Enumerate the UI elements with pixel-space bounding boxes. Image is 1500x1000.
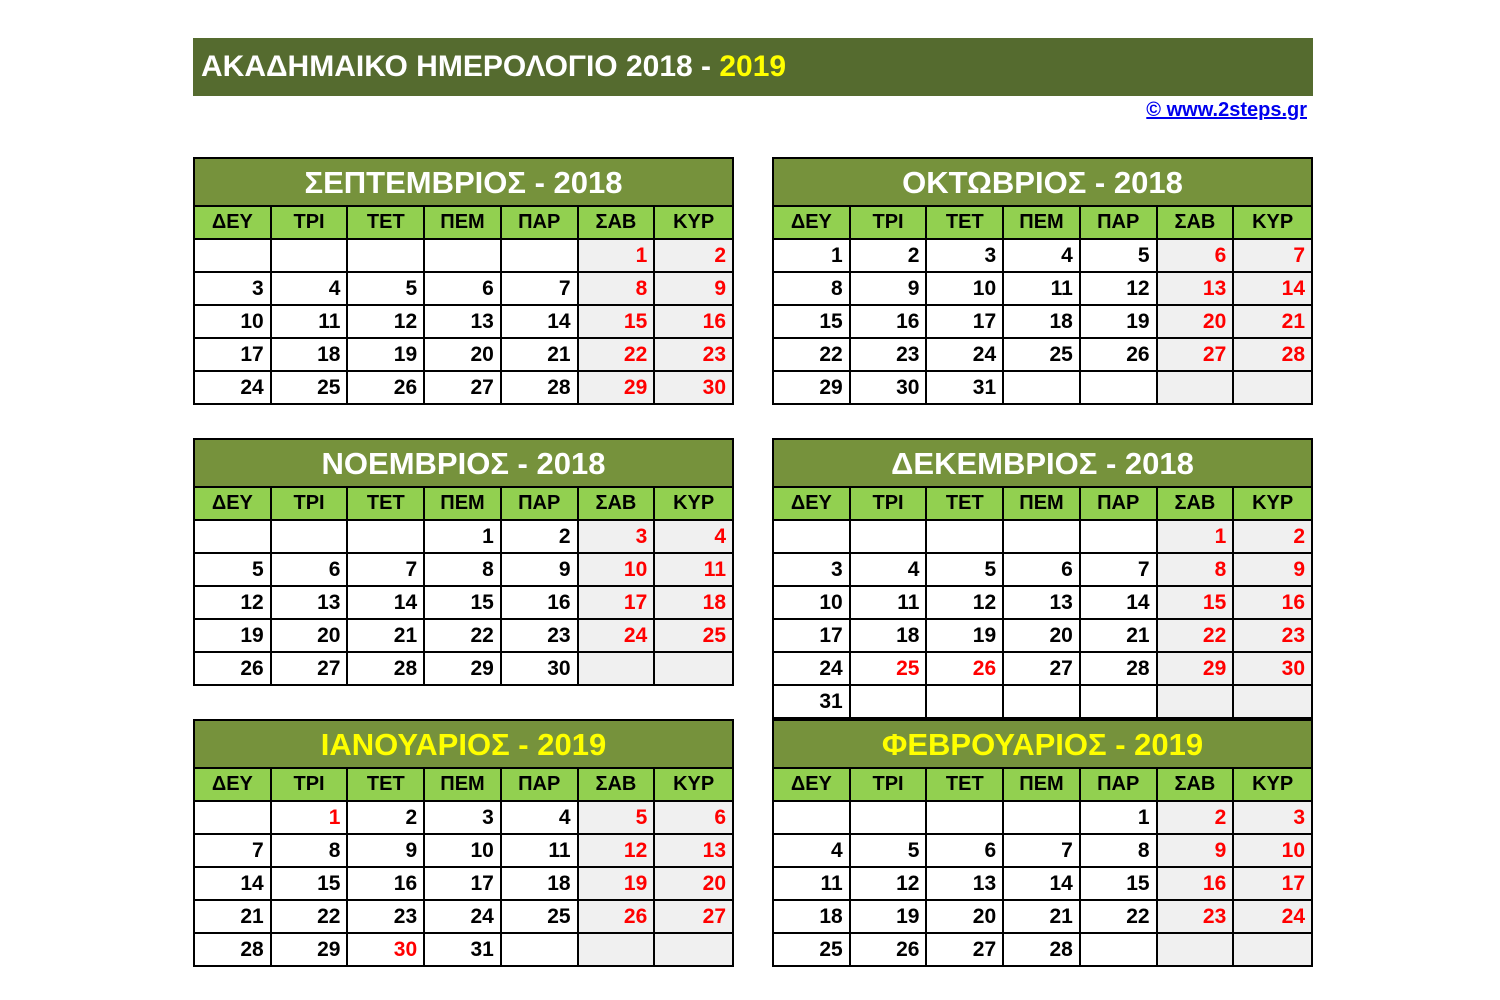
day-header: ΤΕΤ bbox=[348, 207, 425, 240]
month-calendar bbox=[193, 438, 734, 686]
day-cell: 1 bbox=[272, 802, 349, 835]
day-header: ΔΕΥ bbox=[774, 207, 851, 240]
day-cell: 1 bbox=[579, 240, 656, 273]
day-header: ΠΕΜ bbox=[1004, 769, 1081, 802]
empty-day-cell bbox=[348, 240, 425, 273]
day-cell: 8 bbox=[1081, 835, 1158, 868]
day-cell: 11 bbox=[502, 835, 579, 868]
month-calendar bbox=[193, 157, 734, 405]
day-cell: 5 bbox=[195, 554, 272, 587]
day-cell: 6 bbox=[927, 835, 1004, 868]
day-cell: 17 bbox=[195, 339, 272, 372]
day-cell: 27 bbox=[425, 372, 502, 405]
day-cell: 30 bbox=[1234, 653, 1311, 686]
day-cell: 28 bbox=[1234, 339, 1311, 372]
day-cell: 3 bbox=[425, 802, 502, 835]
empty-day-cell bbox=[502, 934, 579, 967]
day-cell: 20 bbox=[1004, 620, 1081, 653]
day-cell: 19 bbox=[348, 339, 425, 372]
day-cell: 1 bbox=[1081, 802, 1158, 835]
day-cell: 19 bbox=[927, 620, 1004, 653]
month-title: ΟΚΤΩΒΡΙΟΣ - 2018 bbox=[774, 159, 1311, 207]
day-header: ΚΥΡ bbox=[655, 207, 732, 240]
day-cell: 28 bbox=[502, 372, 579, 405]
day-cell: 25 bbox=[774, 934, 851, 967]
day-cell: 7 bbox=[195, 835, 272, 868]
day-cell: 12 bbox=[927, 587, 1004, 620]
day-header: ΚΥΡ bbox=[1234, 769, 1311, 802]
day-header: ΤΡΙ bbox=[851, 769, 928, 802]
day-cell: 18 bbox=[272, 339, 349, 372]
day-cell: 2 bbox=[1158, 802, 1235, 835]
day-cell: 31 bbox=[774, 686, 851, 719]
day-cell: 5 bbox=[927, 554, 1004, 587]
day-cell: 25 bbox=[655, 620, 732, 653]
day-cell: 23 bbox=[502, 620, 579, 653]
day-header: ΔΕΥ bbox=[195, 769, 272, 802]
day-cell: 12 bbox=[348, 306, 425, 339]
day-cell: 8 bbox=[272, 835, 349, 868]
day-cell: 6 bbox=[425, 273, 502, 306]
day-cell: 23 bbox=[348, 901, 425, 934]
day-cell: 17 bbox=[1234, 868, 1311, 901]
month-title: ΝΟΕΜΒΡΙΟΣ - 2018 bbox=[195, 440, 732, 488]
day-cell: 14 bbox=[195, 868, 272, 901]
day-header: ΠΕΜ bbox=[425, 769, 502, 802]
day-cell: 9 bbox=[851, 273, 928, 306]
day-cell: 10 bbox=[774, 587, 851, 620]
empty-day-cell bbox=[927, 802, 1004, 835]
day-cell: 18 bbox=[774, 901, 851, 934]
day-cell: 22 bbox=[579, 339, 656, 372]
day-cell: 24 bbox=[195, 372, 272, 405]
empty-day-cell bbox=[927, 521, 1004, 554]
day-cell: 29 bbox=[774, 372, 851, 405]
day-cell: 7 bbox=[1081, 554, 1158, 587]
day-header: ΔΕΥ bbox=[195, 488, 272, 521]
day-cell: 2 bbox=[851, 240, 928, 273]
day-cell: 13 bbox=[272, 587, 349, 620]
day-cell: 23 bbox=[851, 339, 928, 372]
day-header: ΠΑΡ bbox=[502, 207, 579, 240]
day-cell: 27 bbox=[927, 934, 1004, 967]
day-cell: 15 bbox=[425, 587, 502, 620]
day-cell: 17 bbox=[927, 306, 1004, 339]
day-header: ΤΡΙ bbox=[272, 488, 349, 521]
day-cell: 18 bbox=[851, 620, 928, 653]
day-cell: 8 bbox=[579, 273, 656, 306]
month-grid bbox=[195, 207, 732, 405]
day-cell: 27 bbox=[1004, 653, 1081, 686]
day-cell: 9 bbox=[655, 273, 732, 306]
day-cell: 17 bbox=[774, 620, 851, 653]
day-cell: 20 bbox=[927, 901, 1004, 934]
day-cell: 2 bbox=[1234, 521, 1311, 554]
day-cell: 25 bbox=[851, 653, 928, 686]
day-header: ΤΕΤ bbox=[927, 488, 1004, 521]
day-cell: 1 bbox=[774, 240, 851, 273]
day-cell: 3 bbox=[927, 240, 1004, 273]
day-cell: 7 bbox=[1234, 240, 1311, 273]
day-header: ΠΑΡ bbox=[1081, 488, 1158, 521]
day-cell: 5 bbox=[1081, 240, 1158, 273]
month-title: ΣΕΠΤΕΜΒΡΙΟΣ - 2018 bbox=[195, 159, 732, 207]
day-cell: 14 bbox=[1081, 587, 1158, 620]
month-calendar bbox=[772, 157, 1313, 405]
day-header: ΤΕΤ bbox=[348, 769, 425, 802]
day-cell: 6 bbox=[1004, 554, 1081, 587]
day-header: ΤΕΤ bbox=[927, 207, 1004, 240]
day-cell: 20 bbox=[1158, 306, 1235, 339]
empty-day-cell bbox=[195, 521, 272, 554]
empty-day-cell bbox=[579, 653, 656, 686]
day-cell: 10 bbox=[927, 273, 1004, 306]
day-cell: 23 bbox=[1158, 901, 1235, 934]
day-cell: 19 bbox=[1081, 306, 1158, 339]
day-cell: 30 bbox=[851, 372, 928, 405]
empty-day-cell bbox=[1004, 521, 1081, 554]
day-cell: 29 bbox=[579, 372, 656, 405]
day-cell: 15 bbox=[272, 868, 349, 901]
empty-day-cell bbox=[425, 240, 502, 273]
day-cell: 26 bbox=[1081, 339, 1158, 372]
day-cell: 9 bbox=[348, 835, 425, 868]
day-cell: 14 bbox=[502, 306, 579, 339]
day-header: ΚΥΡ bbox=[1234, 488, 1311, 521]
day-cell: 10 bbox=[195, 306, 272, 339]
day-cell: 8 bbox=[1158, 554, 1235, 587]
day-cell: 4 bbox=[851, 554, 928, 587]
title-separator: - bbox=[692, 50, 720, 83]
empty-day-cell bbox=[1158, 686, 1235, 719]
day-cell: 9 bbox=[502, 554, 579, 587]
day-cell: 3 bbox=[195, 273, 272, 306]
day-cell: 15 bbox=[1081, 868, 1158, 901]
day-header: ΣΑΒ bbox=[579, 488, 656, 521]
day-cell: 28 bbox=[348, 653, 425, 686]
day-cell: 5 bbox=[348, 273, 425, 306]
day-cell: 11 bbox=[272, 306, 349, 339]
empty-day-cell bbox=[579, 934, 656, 967]
day-cell: 30 bbox=[502, 653, 579, 686]
empty-day-cell bbox=[1158, 934, 1235, 967]
month-calendar bbox=[193, 719, 734, 967]
day-cell: 1 bbox=[425, 521, 502, 554]
day-cell: 29 bbox=[1158, 653, 1235, 686]
day-header: ΤΡΙ bbox=[272, 207, 349, 240]
day-cell: 31 bbox=[425, 934, 502, 967]
day-header: ΠΕΜ bbox=[1004, 488, 1081, 521]
day-cell: 16 bbox=[502, 587, 579, 620]
day-cell: 30 bbox=[655, 372, 732, 405]
day-header: ΚΥΡ bbox=[1234, 207, 1311, 240]
day-cell: 2 bbox=[502, 521, 579, 554]
day-cell: 3 bbox=[1234, 802, 1311, 835]
day-cell: 30 bbox=[348, 934, 425, 967]
day-cell: 13 bbox=[425, 306, 502, 339]
day-cell: 10 bbox=[425, 835, 502, 868]
day-cell: 14 bbox=[1234, 273, 1311, 306]
day-cell: 20 bbox=[272, 620, 349, 653]
day-header: ΤΡΙ bbox=[851, 488, 928, 521]
day-header: ΤΕΤ bbox=[348, 488, 425, 521]
day-cell: 29 bbox=[272, 934, 349, 967]
day-cell: 3 bbox=[579, 521, 656, 554]
day-cell: 7 bbox=[348, 554, 425, 587]
day-cell: 19 bbox=[579, 868, 656, 901]
empty-day-cell bbox=[1081, 686, 1158, 719]
empty-day-cell bbox=[1081, 521, 1158, 554]
day-cell: 22 bbox=[1081, 901, 1158, 934]
day-cell: 19 bbox=[851, 901, 928, 934]
day-cell: 6 bbox=[655, 802, 732, 835]
day-cell: 4 bbox=[272, 273, 349, 306]
day-cell: 9 bbox=[1234, 554, 1311, 587]
day-cell: 25 bbox=[502, 901, 579, 934]
day-cell: 15 bbox=[1158, 587, 1235, 620]
copyright-link[interactable]: © www.2steps.gr bbox=[1146, 99, 1307, 121]
day-cell: 4 bbox=[502, 802, 579, 835]
day-cell: 23 bbox=[1234, 620, 1311, 653]
day-header: ΣΑΒ bbox=[1158, 488, 1235, 521]
empty-day-cell bbox=[655, 653, 732, 686]
day-header: ΠΑΡ bbox=[502, 488, 579, 521]
day-header: ΣΑΒ bbox=[579, 769, 656, 802]
day-cell: 4 bbox=[655, 521, 732, 554]
empty-day-cell bbox=[1234, 934, 1311, 967]
empty-day-cell bbox=[1004, 686, 1081, 719]
empty-day-cell bbox=[1004, 372, 1081, 405]
month-grid bbox=[774, 207, 1311, 405]
day-cell: 16 bbox=[1234, 587, 1311, 620]
day-cell: 16 bbox=[851, 306, 928, 339]
day-cell: 6 bbox=[1158, 240, 1235, 273]
day-cell: 22 bbox=[272, 901, 349, 934]
day-cell: 24 bbox=[927, 339, 1004, 372]
day-cell: 26 bbox=[195, 653, 272, 686]
empty-day-cell bbox=[1234, 372, 1311, 405]
title-year: 2019 bbox=[719, 50, 787, 83]
day-cell: 14 bbox=[1004, 868, 1081, 901]
day-cell: 8 bbox=[774, 273, 851, 306]
day-header: ΔΕΥ bbox=[774, 769, 851, 802]
day-cell: 26 bbox=[927, 653, 1004, 686]
day-cell: 15 bbox=[579, 306, 656, 339]
month-grid bbox=[774, 488, 1311, 719]
day-header: ΤΡΙ bbox=[851, 207, 928, 240]
day-cell: 11 bbox=[655, 554, 732, 587]
empty-day-cell bbox=[851, 802, 928, 835]
day-cell: 5 bbox=[851, 835, 928, 868]
day-cell: 18 bbox=[1004, 306, 1081, 339]
day-cell: 6 bbox=[272, 554, 349, 587]
empty-day-cell bbox=[927, 686, 1004, 719]
day-cell: 17 bbox=[579, 587, 656, 620]
empty-day-cell bbox=[348, 521, 425, 554]
day-header: ΠΕΜ bbox=[425, 207, 502, 240]
day-cell: 4 bbox=[774, 835, 851, 868]
title-main: ΑΚΑΔΗΜΑΙΚΟ ΗΜΕΡΟΛΟΓΙΟ 2018 bbox=[201, 50, 693, 83]
empty-day-cell bbox=[272, 240, 349, 273]
day-cell: 12 bbox=[195, 587, 272, 620]
empty-day-cell bbox=[195, 802, 272, 835]
day-cell: 1 bbox=[1158, 521, 1235, 554]
empty-day-cell bbox=[502, 240, 579, 273]
day-cell: 21 bbox=[1081, 620, 1158, 653]
day-cell: 22 bbox=[774, 339, 851, 372]
empty-day-cell bbox=[774, 521, 851, 554]
day-cell: 26 bbox=[348, 372, 425, 405]
day-cell: 11 bbox=[774, 868, 851, 901]
day-cell: 16 bbox=[348, 868, 425, 901]
month-grid bbox=[195, 769, 732, 967]
day-cell: 21 bbox=[348, 620, 425, 653]
empty-day-cell bbox=[272, 521, 349, 554]
month-grid bbox=[774, 769, 1311, 967]
day-cell: 24 bbox=[1234, 901, 1311, 934]
day-cell: 2 bbox=[348, 802, 425, 835]
day-cell: 29 bbox=[425, 653, 502, 686]
day-cell: 13 bbox=[927, 868, 1004, 901]
empty-day-cell bbox=[1004, 802, 1081, 835]
day-cell: 22 bbox=[1158, 620, 1235, 653]
empty-day-cell bbox=[1081, 372, 1158, 405]
month-title: ΔΕΚΕΜΒΡΙΟΣ - 2018 bbox=[774, 440, 1311, 488]
day-cell: 2 bbox=[655, 240, 732, 273]
day-cell: 20 bbox=[425, 339, 502, 372]
day-cell: 12 bbox=[851, 868, 928, 901]
day-cell: 16 bbox=[1158, 868, 1235, 901]
day-cell: 21 bbox=[1004, 901, 1081, 934]
day-header: ΤΡΙ bbox=[272, 769, 349, 802]
month-title: ΦΕΒΡΟΥΑΡΙΟΣ - 2019 bbox=[774, 721, 1311, 769]
day-cell: 8 bbox=[425, 554, 502, 587]
month-grid bbox=[195, 488, 732, 686]
day-cell: 7 bbox=[1004, 835, 1081, 868]
day-cell: 21 bbox=[1234, 306, 1311, 339]
empty-day-cell bbox=[1234, 686, 1311, 719]
day-cell: 25 bbox=[1004, 339, 1081, 372]
day-cell: 26 bbox=[851, 934, 928, 967]
day-cell: 10 bbox=[579, 554, 656, 587]
day-header: ΤΕΤ bbox=[927, 769, 1004, 802]
day-cell: 20 bbox=[655, 868, 732, 901]
day-cell: 3 bbox=[774, 554, 851, 587]
day-cell: 31 bbox=[927, 372, 1004, 405]
day-cell: 12 bbox=[1081, 273, 1158, 306]
day-cell: 24 bbox=[774, 653, 851, 686]
empty-day-cell bbox=[1158, 372, 1235, 405]
day-header: ΠΕΜ bbox=[1004, 207, 1081, 240]
day-cell: 7 bbox=[502, 273, 579, 306]
day-cell: 4 bbox=[1004, 240, 1081, 273]
day-header: ΠΑΡ bbox=[1081, 207, 1158, 240]
empty-day-cell bbox=[851, 686, 928, 719]
day-header: ΠΕΜ bbox=[425, 488, 502, 521]
empty-day-cell bbox=[851, 521, 928, 554]
day-cell: 15 bbox=[774, 306, 851, 339]
day-cell: 27 bbox=[1158, 339, 1235, 372]
empty-day-cell bbox=[774, 802, 851, 835]
day-cell: 24 bbox=[425, 901, 502, 934]
day-header: ΔΕΥ bbox=[774, 488, 851, 521]
day-cell: 25 bbox=[272, 372, 349, 405]
day-cell: 18 bbox=[655, 587, 732, 620]
day-cell: 5 bbox=[579, 802, 656, 835]
month-calendar bbox=[772, 719, 1313, 967]
day-cell: 13 bbox=[655, 835, 732, 868]
day-header: ΣΑΒ bbox=[579, 207, 656, 240]
calendar-title bbox=[193, 38, 1313, 96]
day-cell: 13 bbox=[1004, 587, 1081, 620]
day-cell: 21 bbox=[195, 901, 272, 934]
month-title: ΙΑΝΟΥΑΡΙΟΣ - 2019 bbox=[195, 721, 732, 769]
day-cell: 17 bbox=[425, 868, 502, 901]
day-cell: 27 bbox=[655, 901, 732, 934]
day-cell: 9 bbox=[1158, 835, 1235, 868]
day-cell: 21 bbox=[502, 339, 579, 372]
day-cell: 23 bbox=[655, 339, 732, 372]
empty-day-cell bbox=[195, 240, 272, 273]
day-cell: 14 bbox=[348, 587, 425, 620]
day-cell: 28 bbox=[1004, 934, 1081, 967]
day-cell: 11 bbox=[851, 587, 928, 620]
day-header: ΠΑΡ bbox=[1081, 769, 1158, 802]
day-cell: 26 bbox=[579, 901, 656, 934]
day-header: ΠΑΡ bbox=[502, 769, 579, 802]
day-header: ΔΕΥ bbox=[195, 207, 272, 240]
empty-day-cell bbox=[655, 934, 732, 967]
day-cell: 13 bbox=[1158, 273, 1235, 306]
day-cell: 28 bbox=[195, 934, 272, 967]
day-cell: 28 bbox=[1081, 653, 1158, 686]
month-calendar bbox=[772, 438, 1313, 719]
empty-day-cell bbox=[1081, 934, 1158, 967]
day-cell: 18 bbox=[502, 868, 579, 901]
day-cell: 10 bbox=[1234, 835, 1311, 868]
day-cell: 24 bbox=[579, 620, 656, 653]
day-cell: 16 bbox=[655, 306, 732, 339]
day-header: ΚΥΡ bbox=[655, 488, 732, 521]
day-cell: 12 bbox=[579, 835, 656, 868]
day-cell: 27 bbox=[272, 653, 349, 686]
day-header: ΣΑΒ bbox=[1158, 769, 1235, 802]
day-cell: 19 bbox=[195, 620, 272, 653]
day-header: ΚΥΡ bbox=[655, 769, 732, 802]
day-header: ΣΑΒ bbox=[1158, 207, 1235, 240]
day-cell: 11 bbox=[1004, 273, 1081, 306]
day-cell: 22 bbox=[425, 620, 502, 653]
